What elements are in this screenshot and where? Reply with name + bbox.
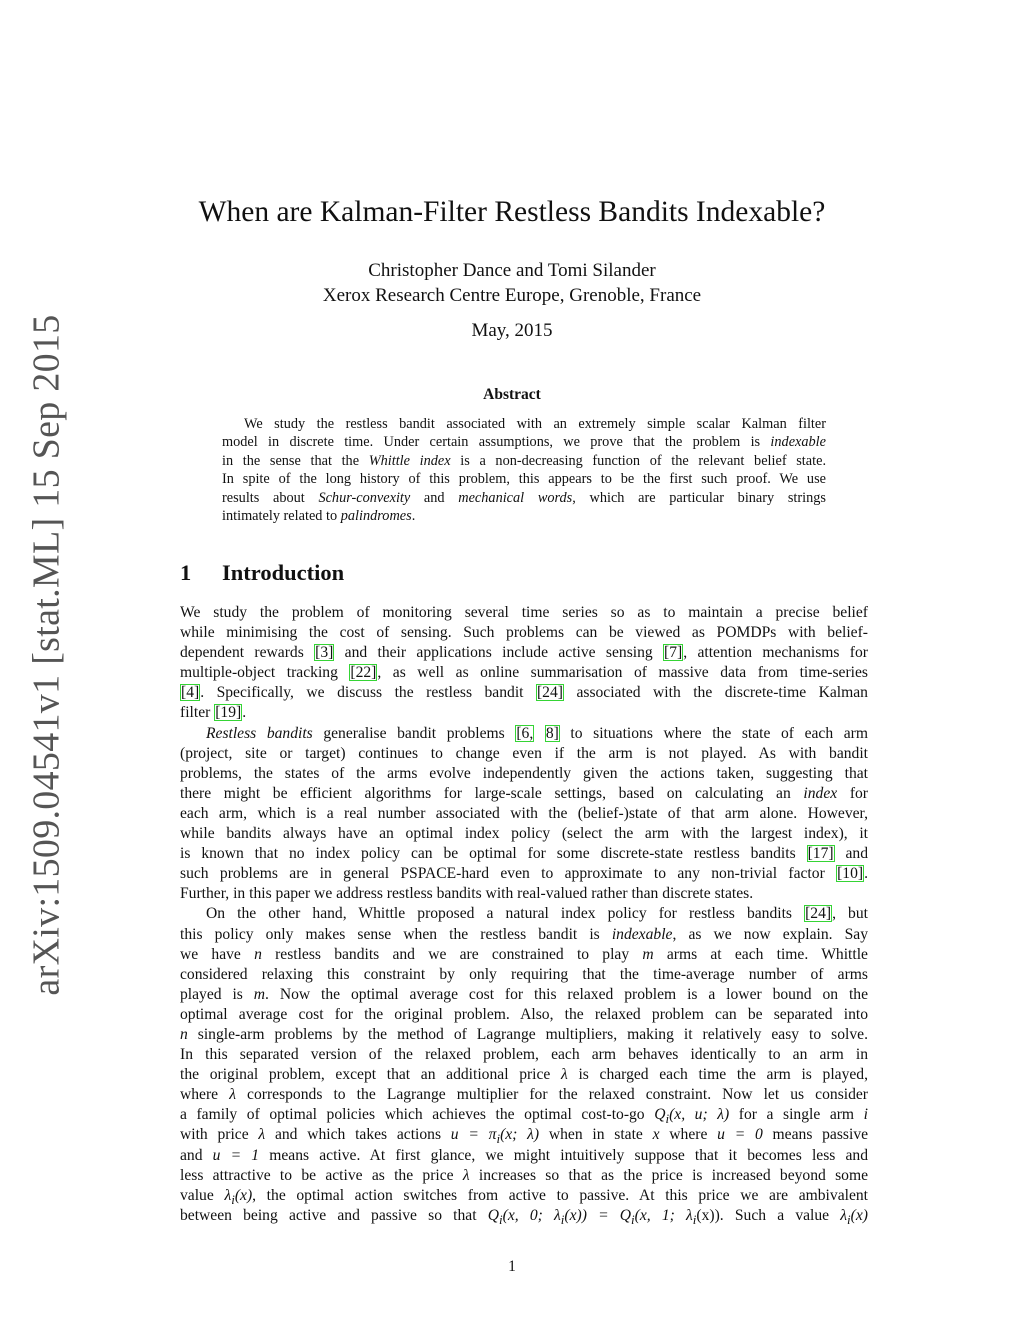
text: we have [180, 945, 241, 963]
text: is known that no index policy can be optimal for some discrete-state restless bandits [180, 845, 796, 863]
text: a family of optimal policies which achieves the optimal cost-to-go [180, 1106, 645, 1124]
text-line [180, 1206, 868, 1226]
abstract-heading: Abstract [483, 386, 541, 403]
abstract-line [222, 415, 826, 433]
affiliation: Xerox Research Centre Europe, Grenoble, France [322, 285, 702, 306]
math: n [180, 1025, 188, 1043]
citation-link[interactable]: [6, [516, 724, 534, 742]
citation-link[interactable]: [3] [315, 644, 334, 662]
text: , but [832, 905, 868, 923]
text-line [180, 703, 868, 723]
emphasis: indexable [611, 925, 673, 943]
math: m [642, 945, 654, 963]
paper-title: When are Kalman-Filter Restless Bandits Indexable? [198, 196, 826, 228]
text: between being active and passive so that [180, 1206, 477, 1224]
text: with price [180, 1126, 249, 1144]
text: , which are particular binary strings [572, 489, 826, 506]
section-heading [180, 560, 344, 586]
math-args: (x, u; λ) [669, 1106, 730, 1124]
math [450, 1126, 540, 1147]
math-args: (x) [850, 1206, 868, 1224]
text: each arm, which is a real number associated with the (belief-)state of that arm alone. However, [180, 804, 868, 822]
math-subscript: i [847, 1211, 851, 1227]
text: , as well as online summarisation of massive data from time-series [377, 664, 868, 682]
math-symbol: λ [840, 1206, 848, 1224]
text: arms at each time. Whittle [666, 945, 868, 963]
text-line [180, 925, 868, 945]
text: means active. At first glance, we might intuitively suppose that it becomes less and [269, 1146, 868, 1164]
math [840, 1206, 868, 1227]
citation-link[interactable]: [19] [215, 704, 242, 722]
text: (x)). Such a value [696, 1206, 830, 1224]
abstract [222, 415, 826, 525]
math: i [863, 1106, 868, 1124]
authors: Christopher Dance and Tomi Silander [368, 260, 656, 281]
text-line [180, 864, 868, 884]
math-subscript: i [231, 1191, 235, 1207]
text-line [180, 1166, 868, 1186]
text: model in discrete time. Under certain assumptions, we prove that the problem is [222, 434, 761, 451]
text: , as we now explain. Say [672, 925, 868, 943]
math-args: (x) [234, 1186, 253, 1204]
text: increases so that as the price is increased beyond some [478, 1166, 869, 1184]
text: . [864, 865, 868, 883]
text-line [180, 985, 868, 1005]
text-line [180, 824, 868, 844]
citation-link[interactable]: [10] [837, 865, 864, 883]
citation-link[interactable]: [22] [350, 664, 377, 682]
math: λ [561, 1066, 568, 1084]
citation-link[interactable]: [4] [181, 684, 200, 702]
abstract-line [222, 433, 826, 451]
text: generalise bandit problems [323, 724, 505, 742]
text-line [180, 1125, 868, 1145]
math-subscript: i [496, 1131, 501, 1147]
text-line [180, 643, 868, 663]
section-number: 1 [180, 560, 192, 585]
citation-link[interactable]: [24] [536, 684, 563, 702]
text-line [180, 965, 868, 985]
text: , the optimal action switches from active to passive. At this price we are ambivalent [252, 1186, 868, 1204]
math: λ [258, 1126, 266, 1144]
text: . [411, 508, 416, 525]
body-text [180, 603, 868, 1226]
text-line [180, 623, 868, 643]
text: for [849, 784, 868, 802]
math-symbol: u = π [450, 1126, 497, 1144]
math-subscript: i [560, 1211, 565, 1227]
math [224, 1186, 253, 1207]
text-line [180, 683, 868, 703]
text-line [180, 844, 868, 864]
text-line [180, 1105, 868, 1125]
citation-link[interactable]: [17] [807, 845, 834, 863]
text-line [180, 1186, 868, 1206]
text-line [180, 1005, 868, 1025]
math: u = 0 [717, 1126, 763, 1144]
math-symbol: Q [654, 1106, 666, 1124]
arxiv-identifier [18, 314, 76, 996]
text: and [845, 845, 868, 863]
math: λ [229, 1086, 236, 1104]
emphasis: Schur-convexity [318, 489, 411, 506]
text: while bandits always have an optimal index policy (select the arm with the largest index), it [180, 825, 868, 843]
section-title: Introduction [222, 560, 345, 585]
emphasis: index [803, 784, 838, 802]
text: this policy only makes sense when the restless bandit is [180, 925, 600, 943]
math [487, 1206, 697, 1227]
date: May, 2015 [471, 320, 553, 341]
text: In this separated version of the relaxed problem, each arm behaves identically to an arm in [180, 1046, 868, 1064]
citation-link[interactable]: 8] [545, 724, 559, 742]
emphasis: Whittle index [368, 452, 451, 469]
text-line [180, 1045, 868, 1065]
math: λ [462, 1166, 470, 1184]
text: such problems are in general PSPACE-hard even to approximate to any non-trivial factor [180, 865, 825, 883]
math-subscript: i [631, 1211, 635, 1227]
abstract-line [222, 489, 826, 507]
text: where [180, 1086, 219, 1104]
math-args: (x; λ) [500, 1126, 540, 1144]
text-line [180, 784, 868, 804]
text: and [423, 489, 445, 506]
math-args: (x, 1; λ [634, 1206, 693, 1224]
math-subscript: i [692, 1211, 697, 1227]
text: In spite of the long history of this problem, this appears to be the first such proof. We use [222, 471, 826, 488]
text: . Now the optimal average cost for this relaxed problem is a lower bound on the [265, 985, 869, 1003]
text: when in state [548, 1126, 643, 1144]
author-block [0, 258, 1024, 308]
text: to situations where the state of each arm [570, 724, 868, 742]
text-line [180, 744, 868, 764]
text: there might be efficient algorithms for large-scale settings, based on calculating an [180, 784, 791, 802]
text: corresponds to the Lagrange multiplier for the relaxed constraint. Now let us consider [247, 1086, 869, 1104]
text: (project, site or target) continues to change even if the arm is not played. As with bandit [180, 744, 868, 762]
text: single-arm problems by the method of Lagrange multipliers, making it relatively easy to solve. [197, 1025, 868, 1043]
text: and their applications include active sensing [344, 644, 653, 662]
text: results about [222, 489, 305, 506]
text: less attractive to be active as the price [180, 1166, 454, 1184]
text-line [180, 884, 868, 904]
text: and which takes actions [274, 1126, 442, 1144]
abstract-line [222, 470, 826, 488]
text: value [180, 1186, 214, 1204]
text: in the sense that the [222, 452, 360, 469]
text-line [180, 603, 868, 623]
text: associated with the discrete-time Kalman [576, 684, 868, 702]
text: intimately related to [222, 508, 338, 525]
text: dependent rewards [180, 644, 304, 662]
abstract-line [222, 452, 826, 470]
math-subscript: i [499, 1211, 503, 1227]
text: problems, the states of the arms evolve independently given the actions taken, suggesting that [180, 764, 868, 782]
math: x [652, 1126, 660, 1144]
text: , attention mechanisms for [683, 644, 868, 662]
math-symbol: Q [487, 1206, 500, 1224]
text: We study the problem of monitoring several time series so as to maintain a precise belief [180, 604, 868, 621]
arxiv-identifier-text: arXiv:1509.04541v1 [stat.ML] 15 Sep 2015 [26, 314, 68, 996]
text: On the other hand, Whittle proposed a natural index policy for restless bandits [206, 905, 792, 923]
text-line [180, 1025, 868, 1045]
text: filter [180, 704, 211, 722]
text: considered relaxing this constraint by only requiring that the time-average number of arms [180, 965, 868, 983]
math: n [254, 945, 262, 963]
text: restless bandits and we are constrained to play [275, 945, 630, 963]
text-line [180, 663, 868, 683]
text: . [242, 704, 247, 722]
math: u = 1 [212, 1146, 260, 1164]
text: and [180, 1146, 203, 1164]
text-line [180, 724, 868, 744]
text: . Specifically, we discuss the restless bandit [200, 684, 524, 702]
text: where [669, 1126, 708, 1144]
text-line [180, 1085, 868, 1105]
text-line [180, 904, 868, 924]
emphasis: mechanical words [458, 489, 573, 506]
text: We study the restless bandit associated with an extremely simple scalar Kalman filter [244, 416, 826, 432]
math [654, 1106, 730, 1127]
text: Further, in this paper we address restless bandits with real-valued rather than discrete states. [180, 885, 754, 903]
text: is a non-decreasing function of the relevant belief state. [460, 452, 827, 469]
text: is charged each time the arm is played, [578, 1066, 868, 1084]
text: multiple-object tracking [180, 664, 338, 682]
citation-link[interactable]: [24] [805, 905, 832, 923]
text: while minimising the cost of sensing. Such problems can be viewed as POMDPs with belief- [180, 624, 868, 642]
text-line [180, 764, 868, 784]
emphasis: Restless bandits [206, 724, 313, 742]
emphasis: palindromes [340, 508, 412, 525]
emphasis: indexable [770, 434, 826, 451]
math-args: (x)) = Q [564, 1206, 632, 1224]
text-line [180, 945, 868, 965]
text-line [180, 1146, 868, 1166]
text-line [180, 1065, 868, 1085]
math-args: (x, 0; λ [502, 1206, 561, 1224]
page-number: 1 [508, 1258, 516, 1275]
citation-link[interactable]: [7] [664, 644, 683, 662]
text: for a single arm [738, 1106, 855, 1124]
math: m [253, 985, 266, 1003]
abstract-line [222, 507, 826, 525]
text: played is [180, 985, 243, 1003]
math-symbol: λ [224, 1186, 232, 1204]
math-subscript: i [665, 1111, 670, 1127]
text: the original problem, except that an additional price [180, 1066, 551, 1084]
text: means passive [772, 1126, 869, 1144]
text: optimal average cost for the original problem. Also, the relaxed problem can be separated into [180, 1005, 868, 1023]
text-line [180, 804, 868, 824]
